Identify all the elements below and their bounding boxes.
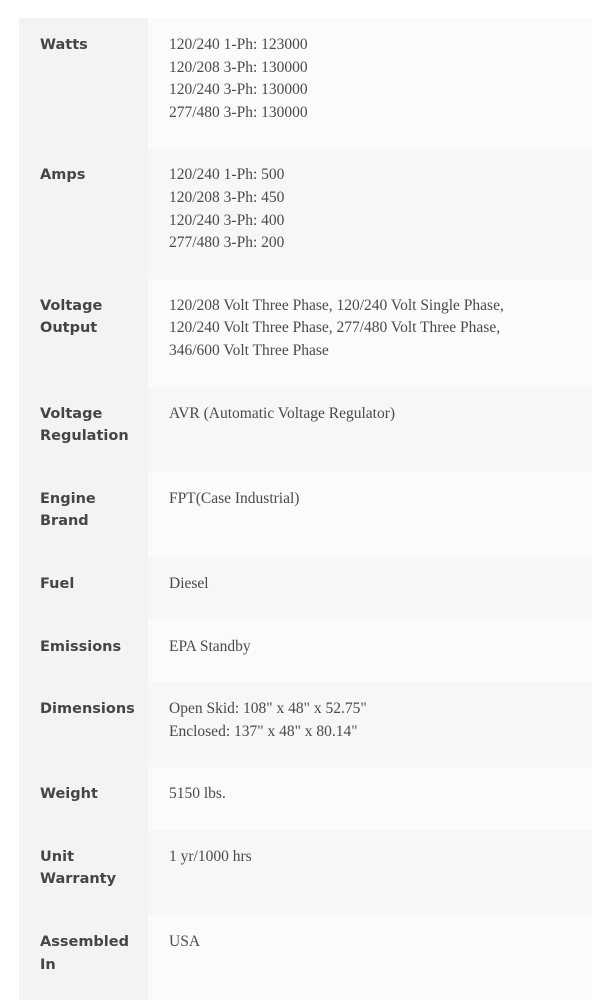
specifications-table (19, 18, 592, 1000)
spec-value-line: 120/208 3-Ph: 450 (169, 188, 285, 206)
spec-label: Engine Brand (19, 472, 148, 557)
spec-value (148, 682, 592, 767)
spec-value-line: FPT(Case Industrial) (169, 489, 300, 507)
spec-value-line: 120/240 3-Ph: 400 (169, 211, 285, 229)
spec-value (148, 148, 592, 278)
spec-value-line: 120/240 1-Ph: 500 (169, 166, 285, 184)
spec-value (148, 915, 592, 1000)
spec-value-line: 346/600 Volt Three Phase (169, 341, 329, 359)
spec-value-line: 277/480 3-Ph: 200 (169, 234, 285, 252)
spec-value (148, 557, 592, 620)
spec-value-line: 5150 lbs. (169, 785, 226, 803)
spec-value (148, 387, 592, 472)
spec-value-line: 120/208 Volt Three Phase, 120/240 Volt Single Phase, (169, 296, 504, 314)
spec-label: Voltage Regulation (19, 387, 148, 472)
spec-value-line: AVR (Automatic Voltage Regulator) (169, 404, 396, 422)
spec-row-emissions (19, 620, 592, 683)
spec-row-dimensions (19, 682, 592, 767)
spec-value (148, 767, 592, 830)
spec-row-fuel (19, 557, 592, 620)
spec-label: Unit Warranty (19, 830, 148, 915)
spec-label: Assembled In (19, 915, 148, 1000)
spec-row-amps (19, 148, 592, 278)
spec-value (148, 620, 592, 683)
spec-label: Weight (19, 767, 148, 830)
spec-value-line: 277/480 3-Ph: 130000 (169, 103, 308, 121)
spec-row-assembled-in (19, 915, 592, 1000)
spec-label: Voltage Output (19, 279, 148, 387)
spec-label: Amps (19, 148, 148, 278)
spec-row-engine-brand (19, 472, 592, 557)
spec-value-line: 120/240 Volt Three Phase, 277/480 Volt Three Phase, (169, 319, 501, 337)
spec-value-line: Enclosed: 137" x 48" x 80.14" (169, 722, 358, 740)
spec-value-line: Diesel (169, 574, 209, 592)
spec-value-line: Open Skid: 108" x 48" x 52.75" (169, 700, 367, 718)
spec-value-line: 1 yr/1000 hrs (169, 847, 252, 865)
spec-row-voltage-regulation (19, 387, 592, 472)
spec-value-line: 120/240 3-Ph: 130000 (169, 81, 308, 99)
spec-row-weight (19, 767, 592, 830)
spec-value (148, 830, 592, 915)
spec-label: Emissions (19, 620, 148, 683)
spec-row-watts (19, 18, 592, 148)
spec-value (148, 18, 592, 148)
spec-label: Dimensions (19, 682, 148, 767)
spec-row-unit-warranty (19, 830, 592, 915)
spec-value (148, 472, 592, 557)
spec-row-voltage-output (19, 279, 592, 387)
spec-label: Fuel (19, 557, 148, 620)
spec-value-line: USA (169, 933, 201, 951)
spec-label: Watts (19, 18, 148, 148)
spec-value-line: EPA Standby (169, 637, 251, 655)
spec-value-line: 120/208 3-Ph: 130000 (169, 58, 308, 76)
spec-value-line: 120/240 1-Ph: 123000 (169, 36, 308, 53)
spec-value (148, 279, 592, 387)
